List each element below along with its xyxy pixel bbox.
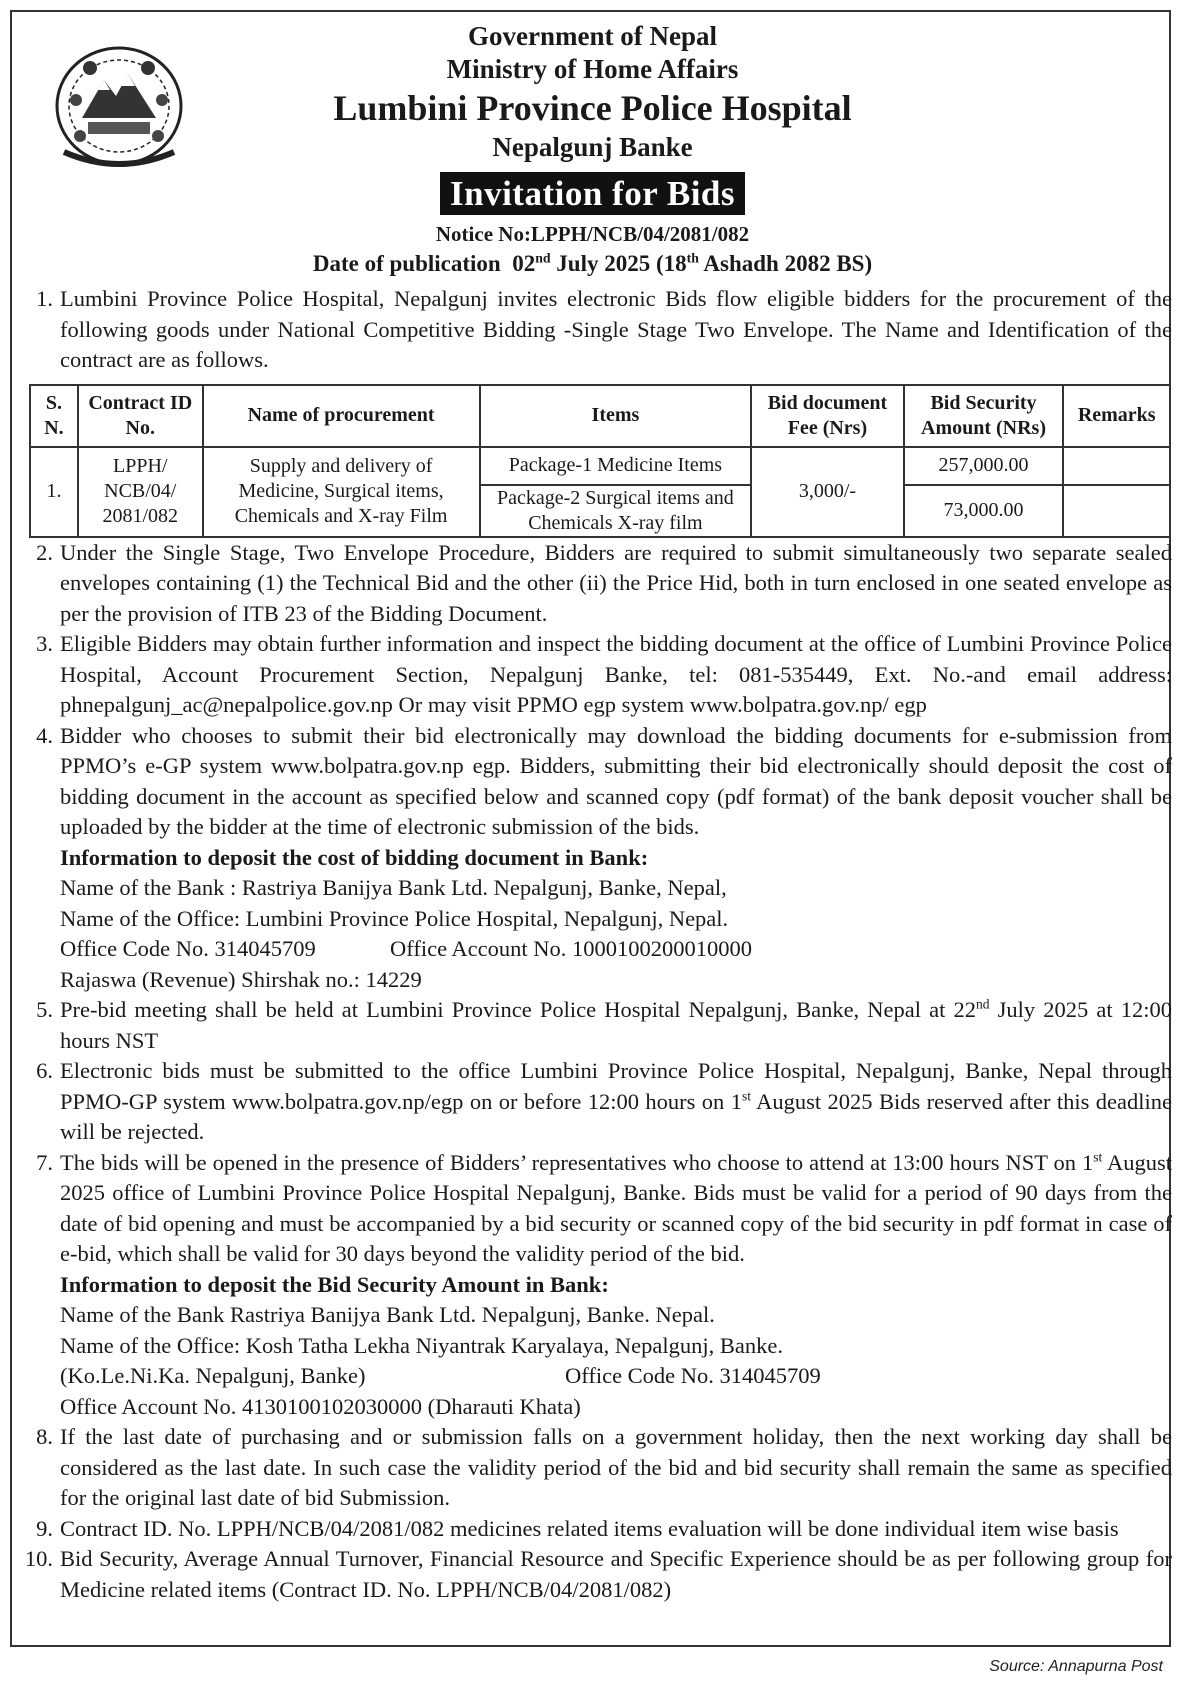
row-bid-fee: 3,000/-: [751, 447, 903, 537]
row-remarks-package-1: [1063, 447, 1170, 485]
government-name: Government of Nepal: [468, 21, 717, 51]
header: [12, 20, 1173, 279]
row-item-package-2: Package-2 Surgical items and Chemicals X-ray film: [480, 485, 752, 537]
publication-date: Date of publication 02nd July 2025 (18th Ashadh 2082 BS): [312, 250, 873, 276]
clause-3: 3. Eligible Bidders may obtain further information and inspect the bidding document at the office of Lumbini Province Police Hospital, Account Procurement Section, Nepalgunj Banke, tel: 081-535449, Ext. No.-and email address: phnepalgunj_ac@nepalpolice.gov.np Or may visit PPMO egp system www.bolpatra.gov.np/ egp: [36, 631, 1172, 717]
security-info-title: Information to deposit the Bid Security Amount in Bank:: [60, 1271, 609, 1297]
clause-9: 9. Contract ID. No. LPPH/NCB/04/2081/082 medicines related items evaluation will be done individual item wise basis: [36, 1515, 1119, 1541]
procurement-table: [29, 384, 1171, 538]
office-account: Office Account No. 1000100200010000: [390, 936, 753, 961]
security-office-name: Name of the Office: Kosh Tatha Lekha Niyantrak Karyalaya, Nepalgunj, Banke.: [60, 1332, 783, 1358]
table-header-row: [30, 385, 1170, 447]
office-code-line: [60, 934, 1172, 965]
clause-8: 8. If the last date of purchasing and or submission falls on a government holiday, then the next working day shall be considered as the last date. In such case the validity period of the bid and bid security shall remain the same as specified for the original last date of bid Submission.: [36, 1424, 1172, 1510]
notice-page: [10, 10, 1171, 1647]
clause-6: 6. Electronic bids must be submitted to the office Lumbini Province Police Hospital, Nepalgunj, Banke, Nepal through PPMO-GP system www.bolpatra.gov.np/egp on or before 12:00 hours on 1st August 2025 Bids reserved after this deadline will be rejected.: [36, 1058, 1172, 1144]
row-security-package-2: 73,000.00: [904, 485, 1064, 537]
row-contract-id: LPPH/ NCB/04/ 2081/082: [78, 447, 203, 537]
bank-info-title: Information to deposit the cost of bidding document in Bank:: [60, 844, 649, 870]
hospital-name: Lumbini Province Police Hospital: [333, 88, 852, 128]
revenue-heading: Rajaswa (Revenue) Shirshak no.: 14229: [60, 966, 422, 992]
kolenika: (Ko.Le.Ni.Ka. Nepalgunj, Banke): [60, 1363, 366, 1388]
security-office-account: Office Account No. 4130100102030000 (Dharauti Khata): [60, 1393, 581, 1419]
col-remarks: Remarks: [1063, 385, 1170, 447]
security-office-code-line: [60, 1361, 1172, 1392]
notice-body: [20, 284, 1172, 1605]
ministry-name: Ministry of Home Affairs: [446, 54, 739, 84]
notice-number: Notice No:LPPH/NCB/04/2081/082: [435, 222, 750, 246]
row-item-package-1: Package-1 Medicine Items: [480, 447, 752, 485]
col-sn: S. N.: [30, 385, 78, 447]
col-bid-fee: Bid document Fee (Nrs): [751, 385, 903, 447]
document-title: Invitation for Bids: [440, 172, 745, 215]
col-items: Items: [480, 385, 752, 447]
clause-1: 1. Lumbini Province Police Hospital, Nepalgunj invites electronic Bids flow eligible bidders for the procurement of the following goods under National Competitive Bidding -Single Stage Two Envelope. The Name and Identification of the contract are as follows.: [36, 286, 1172, 372]
row-procurement-name: Supply and delivery of Medicine, Surgical items, Chemicals and X-ray Film: [203, 447, 480, 537]
clause-10: 10. Bid Security, Average Annual Turnover, Financial Resource and Specific Experience should be as per following group for Medicine related items (Contract ID. No. LPPH/NCB/04/2081/082): [24, 1546, 1172, 1602]
security-office-code: Office Code No. 314045709: [565, 1363, 821, 1388]
hospital-location: Nepalgunj Banke: [492, 132, 693, 162]
office-name: Name of the Office: Lumbini Province Police Hospital, Nepalgunj, Nepal.: [60, 905, 729, 931]
clause-7: 7. The bids will be opened in the presence of Bidders’ representatives who choose to attend at 13:00 hours NST on 1st August 2025 office of Lumbini Province Police Hospital Nepalgunj, Banke. Bids must be valid for a period of 90 days from the date of bid opening and must be accompanied by a bid security or scanned copy of the bid security in pdf format in case of e-bid, which shall be valid for 30 days beyond the validity period of the bid. Information to deposit the Bid Security Amount in Bank: Name of the Bank Rastriya Banijya Bank Ltd. Nepalgunj, Banke. Nepal. Name of the Office: Kosh Tatha Lekha Niyantrak Karyalaya, Nepalgunj, Banke. (Ko.Le.Ni.Ka. Nepalgunj, Banke) Office Code No. 314045709 Office Account No. 4130100102030000 (Dharauti Khata): [20, 1148, 1172, 1423]
clause-5: 5. Pre-bid meeting shall be held at Lumbini Province Police Hospital Nepalgunj, Banke, Nepal at 22nd July 2025 at 12:00 hours NST: [36, 996, 1172, 1053]
clause-2: 2. Under the Single Stage, Two Envelope Procedure, Bidders are required to submit simultaneously two separate sealed envelopes containing (1) the Technical Bid and the other (ii) the Price Hid, both in turn enclosed in one seated envelope as per the provision of ITB 23 of the Bidding Document.: [36, 539, 1172, 626]
table-row: [30, 447, 1170, 485]
source-credit: Source: Annapurna Post: [989, 1658, 1163, 1675]
clause-4: 4. Bidder who chooses to submit their bid electronically may download the bidding documents for e-submission from PPMO’s e-GP system www.bolpatra.gov.np egp. Bidders, submitting their bid electronically should deposit the cost of bidding document in the account as specified below and scanned copy (pdf format) of the bank deposit voucher shall be uploaded by the bidder at the time of electronic submission of the bids. Information to deposit the cost of bidding document in Bank: Name of the Bank : Rastriya Banijya Bank Ltd. Nepalgunj, Banke, Nepal, Name of the Office: Lumbini Province Police Hospital, Nepalgunj, Nepal. Office Code No. 314045709 Office Account No. 1000100200010000 Rajaswa (Revenue) Shirshak no.: 14229: [20, 721, 1172, 996]
row-security-package-1: 257,000.00: [904, 447, 1064, 485]
row-remarks-package-2: [1063, 485, 1170, 537]
col-contract-id: Contract ID No.: [78, 385, 203, 447]
col-procurement-name: Name of procurement: [203, 385, 480, 447]
security-bank-name: Name of the Bank Rastriya Banijya Bank Ltd. Nepalgunj, Banke. Nepal.: [60, 1302, 715, 1327]
bank-name: Name of the Bank : Rastriya Banijya Bank Ltd. Nepalgunj, Banke, Nepal,: [60, 875, 727, 900]
office-code: Office Code No. 314045709: [60, 936, 316, 961]
row-sn: 1.: [30, 447, 78, 537]
col-bid-security: Bid Security Amount (NRs): [904, 385, 1064, 447]
